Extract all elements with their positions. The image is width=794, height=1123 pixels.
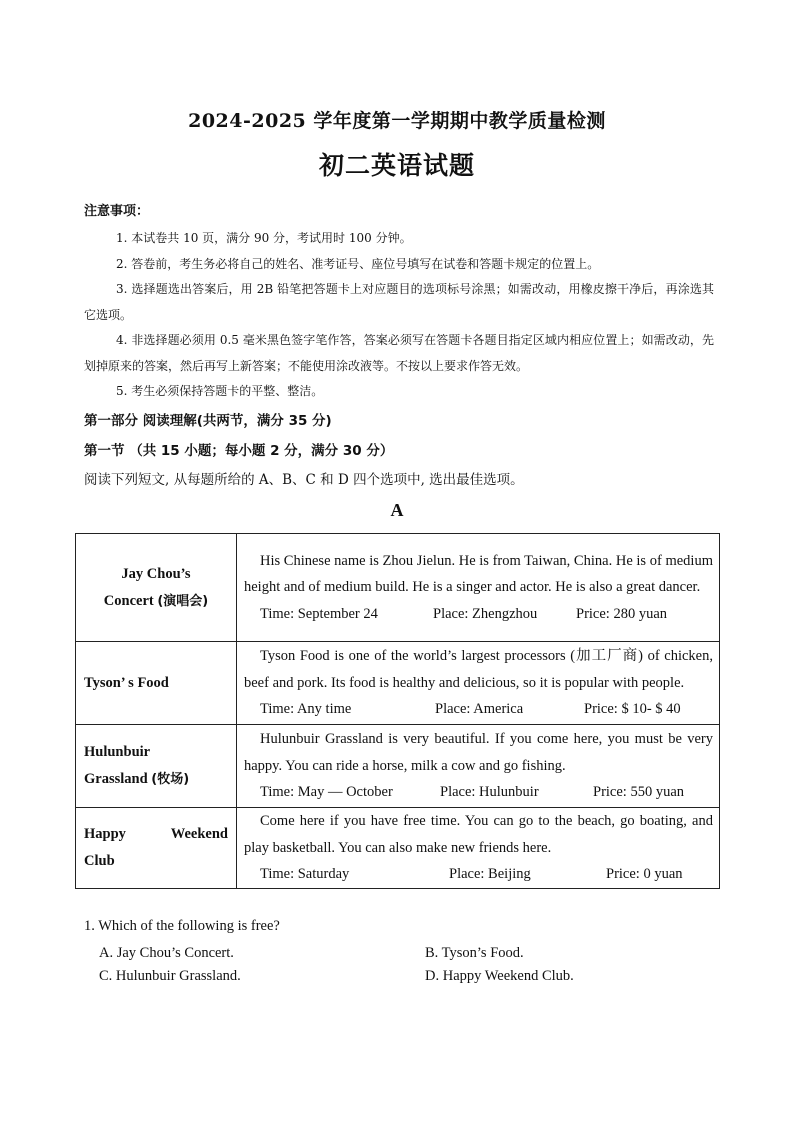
event-name-cell xyxy=(76,534,237,642)
event-name: Tyson’ s Food xyxy=(84,674,169,691)
event-place: Place: America xyxy=(435,701,524,718)
event-name-cell xyxy=(76,725,237,808)
event-description: Tyson Food is one of the world’s largest processors (加工厂商) of chicken, beef and pork. Its food is healthy and delicious, so it is popular with people. xyxy=(244,648,713,691)
event-time: Time: Saturday xyxy=(260,866,350,882)
event-time: Time: Any time xyxy=(260,701,352,718)
event-name: Concert xyxy=(103,592,154,609)
event-description: His Chinese name is Zhou Jielun. He is from Taiwan, China. He is of medium height and of medium build. He is a singer and actor. He is also a great dancer. xyxy=(244,552,713,596)
event-place: Place: Beijing xyxy=(449,866,531,882)
event-time: Time: September 24 xyxy=(260,605,378,622)
part-heading: 第一部分 阅读理解(共两节，满分 35 分) xyxy=(84,413,332,429)
event-name: Club xyxy=(84,852,115,869)
event-meta xyxy=(244,779,713,806)
event-description-cell xyxy=(237,725,720,808)
option-row xyxy=(99,942,659,965)
event-description: Come here if you have free time. You can go to the beach, go boating, and play basketball. You can also make new friends here. xyxy=(244,813,713,856)
event-meta xyxy=(244,696,713,723)
exam-title: 2024-2025 学年度第一学期期中教学质量检测 xyxy=(188,110,606,132)
event-price: Price: 550 yuan xyxy=(593,784,685,801)
notice-item: 2. 答卷前，考生务必将自己的姓名、准考证号、座位号填写在试卷和答题卡规定的位置上。 xyxy=(116,256,600,271)
notice-item: 3. 选择题选出答案后，用 2B 铅笔把答题卡上对应题目的选项标号涂黑；如需改动，用橡皮擦干净后，再涂选其它选项。 xyxy=(84,282,714,322)
event-place: Place: Hulunbuir xyxy=(440,784,539,801)
event-name: Grassland xyxy=(84,771,148,787)
table-row xyxy=(76,808,720,889)
event-name-line xyxy=(84,821,228,848)
event-description-cell xyxy=(237,808,720,889)
option-b: B. Tyson’s Food. xyxy=(425,945,524,961)
notice-item: 1. 本试卷共 10 页，满分 90 分，考试用时 100 分钟。 xyxy=(116,231,412,245)
event-price: Price: 280 yuan xyxy=(576,605,668,622)
event-description-cell xyxy=(237,534,720,642)
event-place: Place: Zhengzhou xyxy=(433,605,538,622)
event-name: Happy xyxy=(84,825,126,842)
notice-heading: 注意事项： xyxy=(84,204,150,219)
option-c: C. Hulunbuir Grassland. xyxy=(99,968,241,984)
event-name-cell xyxy=(76,642,237,725)
question-stem: 1. Which of the following is free? xyxy=(84,918,280,934)
option-d: D. Happy Weekend Club. xyxy=(425,968,574,984)
event-name-cell xyxy=(76,808,237,889)
event-description: Hulunbuir Grassland is very beautiful. If you come here, you must be very happy. You can ride a horse, milk a cow and go fishing. xyxy=(244,731,713,774)
event-meta xyxy=(244,861,713,888)
event-name: Hulunbuir xyxy=(84,744,151,760)
event-name: Jay Chou’s xyxy=(121,565,191,582)
section-heading: 第一节 （共 15 小题；每小题 2 分，满分 30 分） xyxy=(84,443,394,459)
table-row xyxy=(76,642,720,725)
event-name-line xyxy=(84,766,228,793)
event-name-chinese: (演唱会) xyxy=(157,593,209,609)
exam-subject-title: 初二英语试题 xyxy=(318,151,475,180)
event-description-cell xyxy=(237,642,720,725)
event-name: Weekend xyxy=(170,825,228,842)
passage-letter: A xyxy=(390,500,404,520)
option-row xyxy=(99,965,659,988)
event-price: Price: $ 10- $ 40 xyxy=(584,701,681,718)
event-name-chinese: (牧场) xyxy=(151,772,190,787)
events-table xyxy=(75,533,720,889)
notice-list xyxy=(84,226,714,405)
notice-item: 5. 考生必须保持答题卡的平整、整洁。 xyxy=(116,384,324,398)
event-meta xyxy=(244,601,713,628)
option-a: A. Jay Chou’s Concert. xyxy=(99,945,234,961)
event-time: Time: May — October xyxy=(260,784,393,801)
table-row xyxy=(76,534,720,642)
instruction-text: 阅读下列短文, 从每题所给的 A、B、C 和 D 四个选项中, 选出最佳选项。 xyxy=(84,472,524,488)
table-row xyxy=(76,725,720,808)
question-options xyxy=(99,942,659,988)
event-price: Price: 0 yuan xyxy=(606,866,683,882)
event-name-line xyxy=(84,588,228,615)
notice-item: 4. 非选择题必须用 0.5 毫米黑色签字笔作答，答案必须写在答题卡各题目指定区域内相应位置上；如需改动，先划掉原来的答案，然后再写上新答案；不能使用涂改液等。不按以上要求作答无效。 xyxy=(84,333,714,373)
